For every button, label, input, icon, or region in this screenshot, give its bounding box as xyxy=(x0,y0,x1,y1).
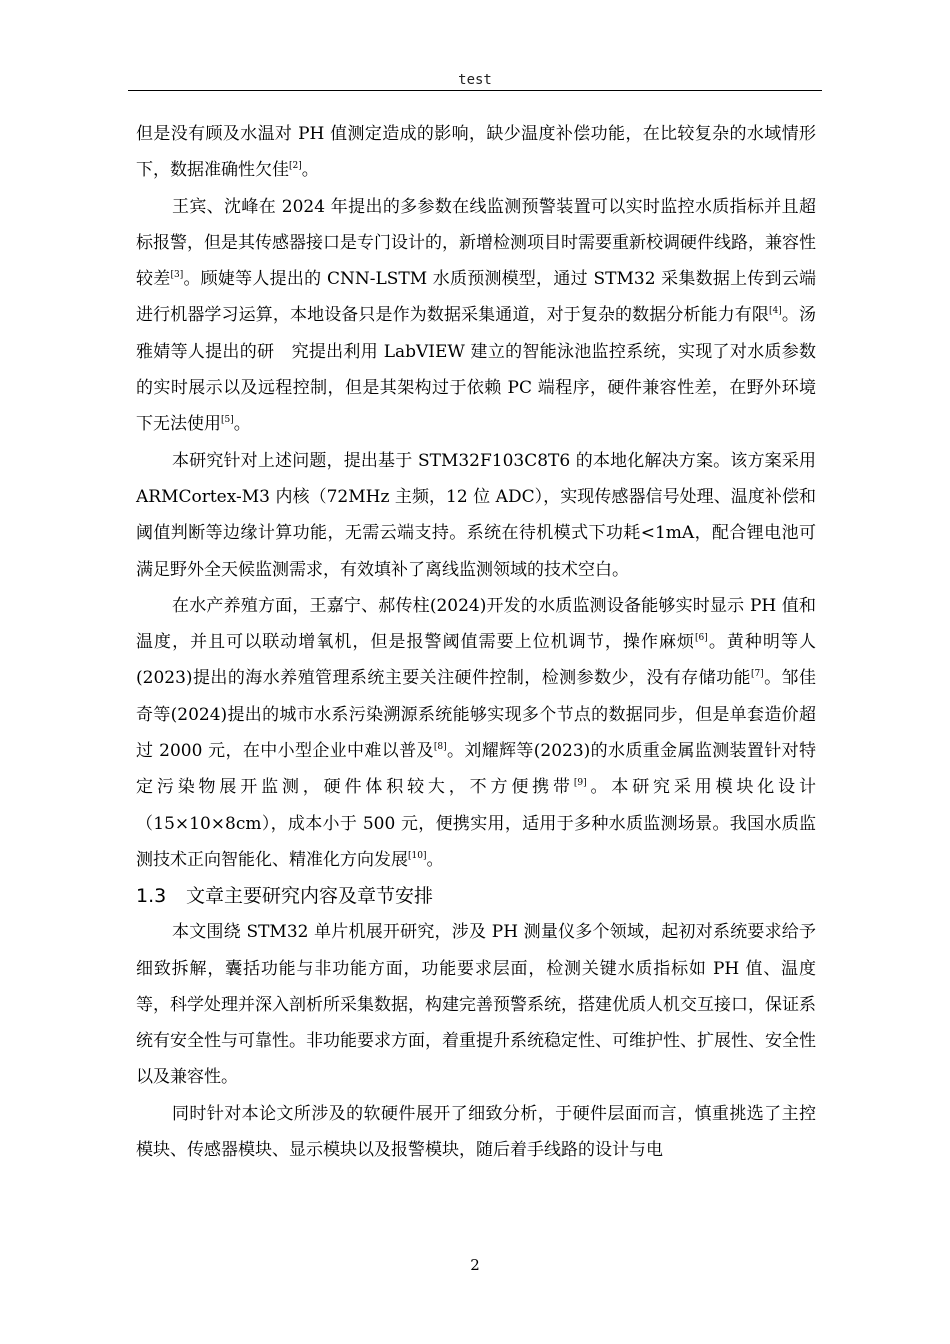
header-rule xyxy=(128,90,822,91)
citation-marker: [5] xyxy=(221,415,234,426)
paragraph-hardware-analysis xyxy=(136,1096,816,1169)
citation-marker: [9] xyxy=(573,778,587,789)
running-header: test xyxy=(458,72,492,88)
body-text xyxy=(136,116,816,1168)
paragraph-related-work-2 xyxy=(136,588,816,878)
text-run: 。邹佳奇等(2024)提出的城市水系污染溯源系统能够实现多个节点的数据同步，但是单套造价超过 2000 元，在中小型企业中难以普及 xyxy=(136,668,816,762)
section-heading xyxy=(136,878,816,914)
section-number: 1.3 xyxy=(136,885,167,908)
text-run: 。本研究采用模块化设计（15×10×8cm），成本小于 500 元，便携实用，适用于多种水质监测场景。我国水质监测技术正向智能化、精准化方向发展 xyxy=(136,777,817,870)
text-run: 。 xyxy=(301,160,319,181)
section-title: 文章主要研究内容及章节安排 xyxy=(186,885,434,908)
citation-marker: [2] xyxy=(289,161,302,172)
citation-marker: [7] xyxy=(750,669,764,680)
text-run: 。 xyxy=(426,849,444,870)
text-run: 。刘耀辉等(2023)的水质重金属监测装置针对特定污染物展开监测，硬件体积较大，不方便携带 xyxy=(136,741,816,798)
paragraph-continuation xyxy=(136,116,816,189)
text-run: 同时针对本论文所涉及的软硬件展开了细致分析，于硬件层面而言，慎重挑选了主控模块、传感器模块、显示模块以及报警模块，随后着手线路的设计与电 xyxy=(136,1103,816,1161)
text-run: 本文围绕 STM32 单片机展开研究，涉及 PH 测量仪多个领域，起初对系统要求给予细致拆解，囊括功能与非功能方面，功能要求层面，检测关键水质指标如 PH 值、温度等，科学处理并深入剖析所采集数据，构建完善预警系统，搭建优质人机交互接口，保证系统有安全性与可靠性。非功能要求方面，着重提升系统稳定性、可维护性、扩展性、安全性以及兼容性。 xyxy=(136,922,816,1088)
citation-marker: [4] xyxy=(769,306,782,317)
text-run: 王宾、沈峰在 2024 年提出的多参数在线监测预警装置可以实时监控水质指标并且超标报警，但是其传感器接口是专门设计的，新增检测项目时需要重新校调硬件线路，兼容性较差 xyxy=(136,196,816,290)
text-run: 。 xyxy=(233,414,251,435)
text-run: 。汤雅婧等人提出的研 究提出利用 LabVIEW 建立的智能泳池监控系统，实现了对水质参数的实时展示以及远程控制，但是其架构过于依赖 PC 端程序，硬件兼容性差，在野外环境下无法使用 xyxy=(136,305,816,435)
citation-marker: [8] xyxy=(433,742,447,753)
citation-marker: [10] xyxy=(408,850,427,861)
paragraph-proposed-solution xyxy=(136,443,816,588)
text-run: 。黄种明等人(2023)提出的海水养殖管理系统主要关注硬件控制，检测参数少，没有存储功能 xyxy=(136,632,816,689)
text-run: 但是没有顾及水温对 PH 值测定造成的影响，缺少温度补偿功能，在比较复杂的水域情形下，数据准确性欠佳 xyxy=(136,124,816,181)
page-number: 2 xyxy=(470,1256,480,1274)
text-run: 在水产养殖方面，王嘉宁、郝传柱(2024)开发的水质监测设备能够实时显示 PH 值和温度，并且可以联动增氧机，但是报警阈值需要上位机调节，操作麻烦 xyxy=(136,595,816,653)
citation-marker: [6] xyxy=(695,633,708,644)
paragraph-related-work-1 xyxy=(136,189,816,443)
citation-marker: [3] xyxy=(170,270,184,281)
text-run: 。顾婕等人提出的 CNN-LSTM 水质预测模型，通过 STM32 采集数据上传到云端进行机器学习运算，本地设备只是作为数据采集通道，对于复杂的数据分析能力有限 xyxy=(136,269,816,326)
paragraph-research-content xyxy=(136,914,816,1095)
text-run: 本研究针对上述问题，提出基于 STM32F103C8T6 的本地化解决方案。该方案采用 ARMCortex-M3 内核（72MHz 主频，12 位 ADC），实现传感器信号处理、温度补偿和阈值判断等边缘计算功能，无需云端支持。系统在待机模式下功耗<1mA，配合锂电池可满足野外全天候监测需求，有效填补了离线监测领域的技术空白。 xyxy=(136,450,816,580)
